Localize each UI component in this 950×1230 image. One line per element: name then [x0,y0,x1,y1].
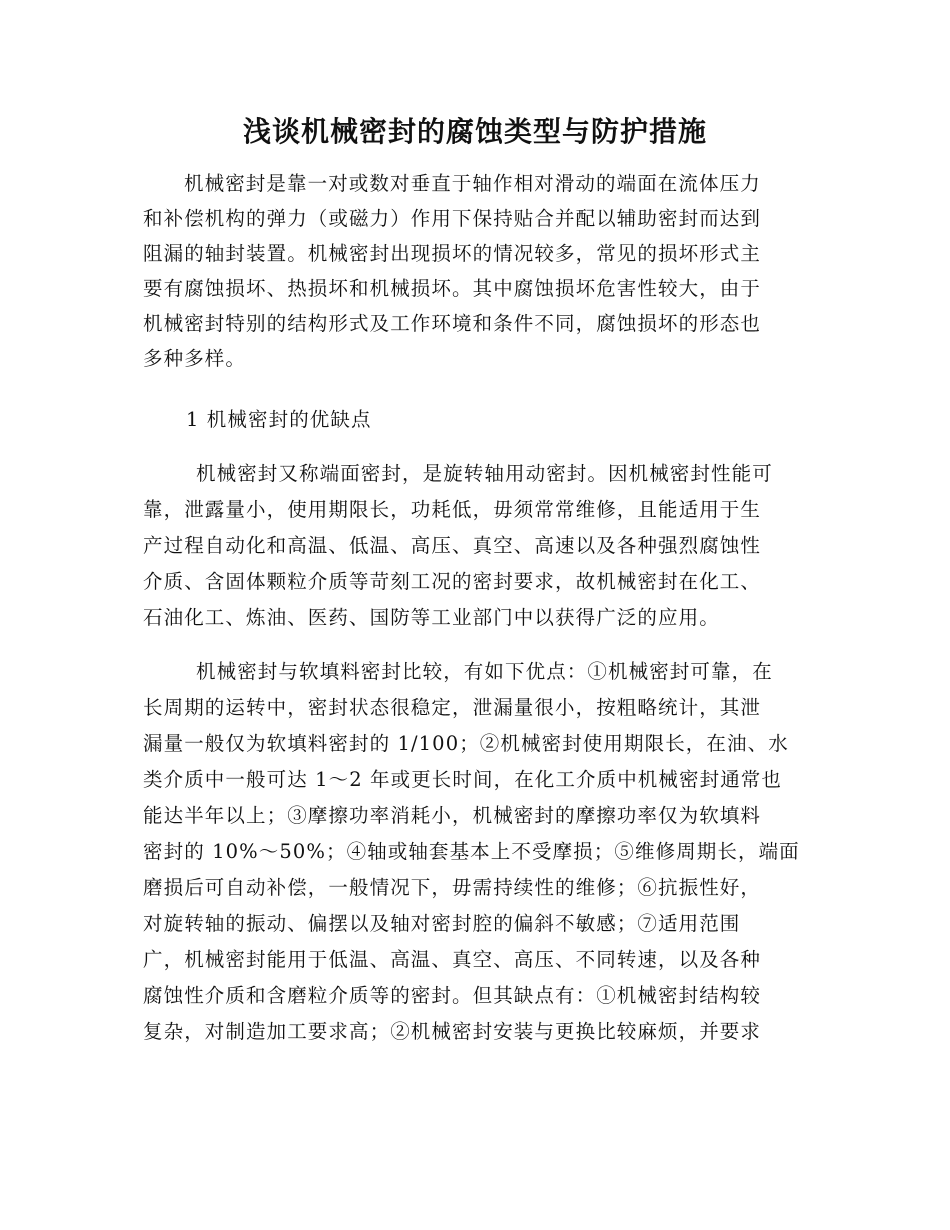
paragraph-line: 机械密封特别的结构形式及工作环境和条件不同，腐蚀损坏的形态也 [143,312,762,335]
paragraph-line: 石油化工、炼油、医药、国防等工业部门中以获得广泛的应用。 [143,606,720,629]
paragraph-line: 对旋转轴的振动、偏摆以及轴对密封腔的偏斜不敏感；⑦适用范围 [143,912,741,935]
paragraph-line: 和补偿机构的弹力（或磁力）作用下保持贴合并配以辅助密封而达到 [143,207,762,230]
section-heading: 1 机械密封的优缺点 [186,408,372,431]
paragraph-line: 长周期的运转中，密封状态很稳定，泄漏量很小，按粗略统计，其泄 [143,696,762,719]
page-title: 浅谈机械密封的腐蚀类型与防护措施 [242,115,707,148]
paragraph-line: 产过程自动化和高温、低温、高压、真空、高速以及各种强烈腐蚀性 [143,534,762,557]
paragraph-line: 介质、含固体颗粒介质等苛刻工况的密封要求，故机械密封在化工、 [143,570,762,593]
paragraph-line: 机械密封与软填料密封比较，有如下优点：①机械密封可靠，在 [196,660,773,683]
paragraph-line: 密封的 10%～50%；④轴或轴套基本上不受摩损；⑤维修周期长，端面 [143,840,800,863]
paragraph-line: 多种多样。 [143,347,247,370]
paragraph-line: 腐蚀性介质和含磨粒介质等的密封。但其缺点有：①机械密封结构较 [143,984,762,1007]
paragraph-line: 类介质中一般可达 1～2 年或更长时间，在化工介质中机械密封通常也 [143,768,783,791]
paragraph-line: 能达半年以上；③摩擦功率消耗小，机械密封的摩擦功率仅为软填料 [143,804,762,827]
paragraph-line: 机械密封又称端面密封，是旋转轴用动密封。因机械密封性能可 [196,462,773,485]
paragraph-line: 机械密封是靠一对或数对垂直于轴作相对滑动的端面在流体压力 [184,172,761,195]
paragraph-line: 广，机械密封能用于低温、高温、真空、高压、不同转速，以及各种 [143,948,762,971]
paragraph-line: 要有腐蚀损坏、热损坏和机械损坏。其中腐蚀损坏危害性较大，由于 [143,277,762,300]
paragraph-line: 磨损后可自动补偿，一般情况下，毋需持续性的维修；⑥抗振性好， [143,876,762,899]
paragraph-line: 复杂，对制造加工要求高；②机械密封安装与更换比较麻烦，并要求 [143,1020,762,1043]
paragraph-line: 靠，泄露量小，使用期限长，功耗低，毋须常常维修，且能适用于生 [143,498,762,521]
paragraph-line: 漏量一般仅为软填料密封的 1/100；②机械密封使用期限长，在油、水 [143,732,789,755]
paragraph-line: 阻漏的轴封装置。机械密封出现损坏的情况较多，常见的损坏形式主 [143,242,762,265]
